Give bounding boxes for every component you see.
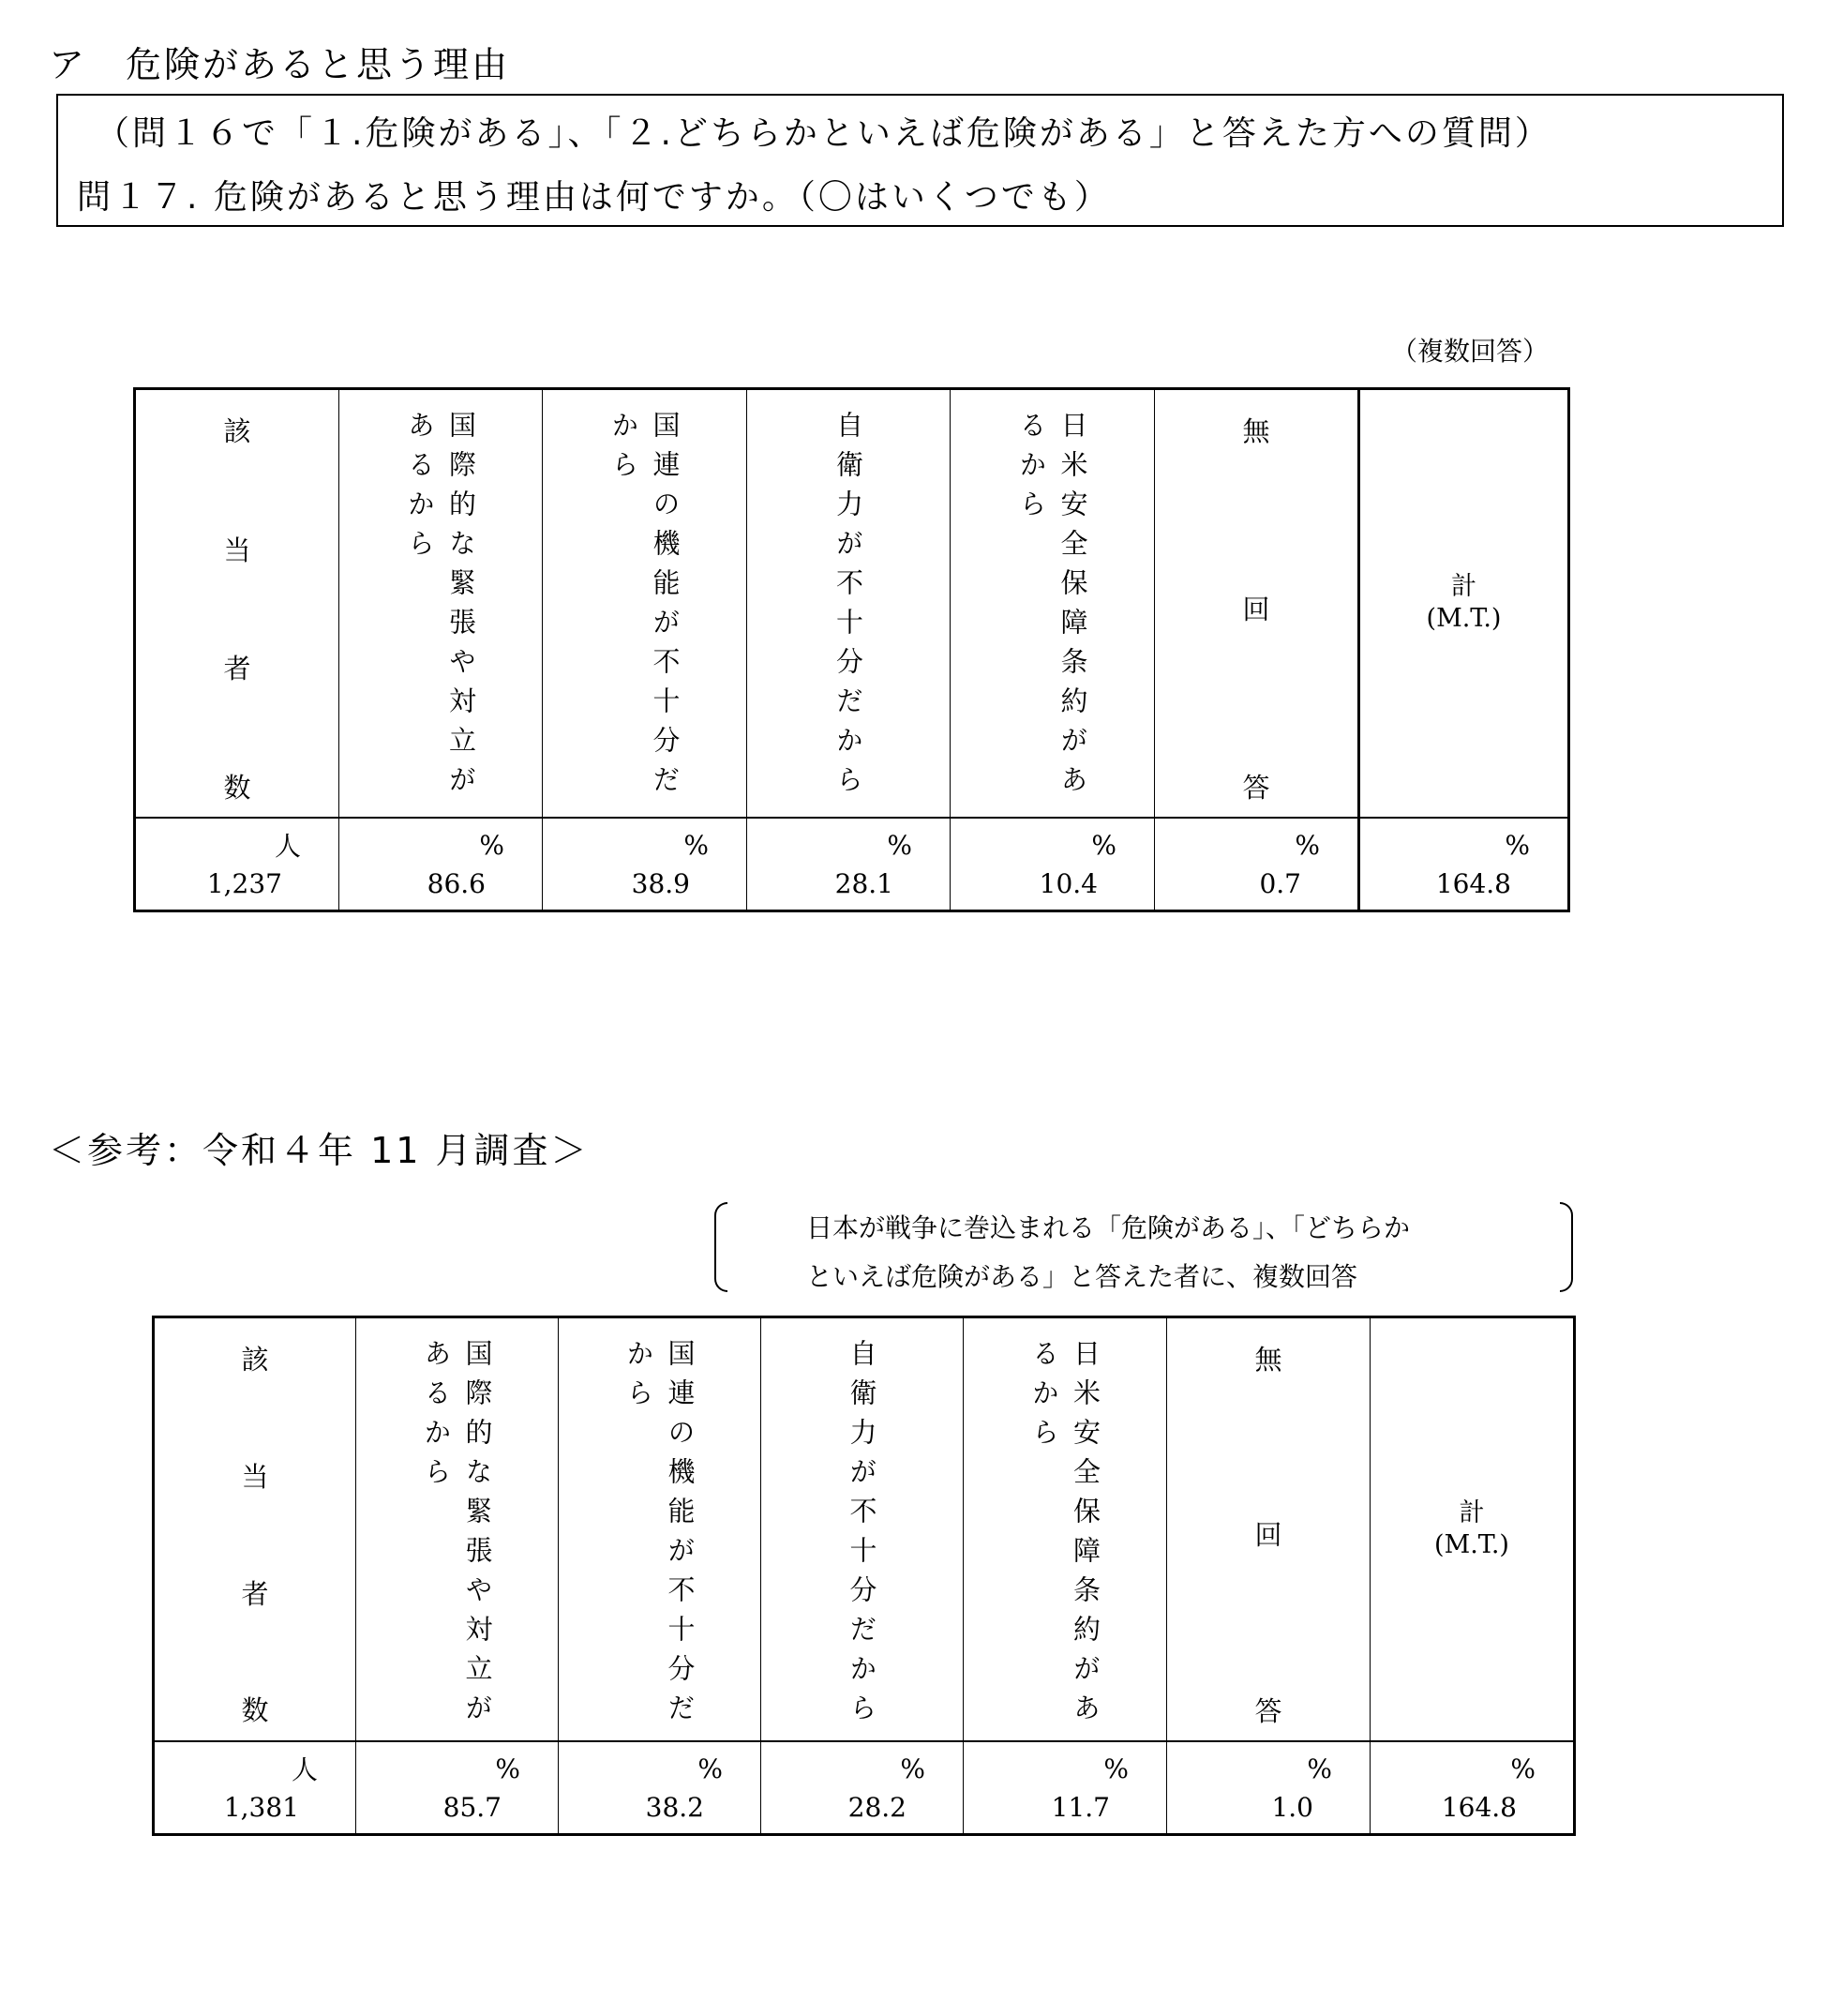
- header-char: 回: [1242, 593, 1270, 625]
- unit-cell: %: [543, 818, 747, 866]
- header-text: (M.T.): [1434, 1529, 1509, 1559]
- unit-cell: %: [761, 1741, 964, 1790]
- header-text: 日米安全保障条約があ: [1070, 1339, 1101, 1733]
- header-char: 数: [223, 771, 251, 804]
- header-text: 日米安全保障条約があ: [1056, 411, 1089, 805]
- header-char: 無: [1254, 1344, 1282, 1376]
- value-cell: 85.7: [356, 1790, 559, 1835]
- header-respondent-count: [154, 1317, 356, 1741]
- header-reason-un: [543, 389, 747, 818]
- unit-cell: 人: [135, 818, 339, 866]
- results-table: [133, 387, 1570, 912]
- multiple-answer-note: （複数回答）: [1391, 336, 1550, 367]
- reference-note-line: 日本が戦争に巻込まれる「危険がある」、「どちらか: [806, 1212, 1411, 1243]
- header-no-answer: [1155, 389, 1359, 818]
- value-row: [154, 1790, 1575, 1835]
- header-reason-selfdefense: [761, 1317, 964, 1741]
- value-cell: 1.0: [1167, 1790, 1371, 1835]
- header-char: 当: [241, 1460, 269, 1493]
- header-text: 自衛力が不十分だから: [832, 411, 864, 805]
- header-char: 答: [1254, 1694, 1282, 1727]
- header-text: 自衛力が不十分だから: [846, 1339, 878, 1733]
- unit-cell: 人: [154, 1741, 356, 1790]
- header-char: 無: [1242, 415, 1270, 447]
- header-reason-tension: [356, 1317, 559, 1741]
- reference-heading: ＜参考：令和４年 11 月調査＞: [49, 1130, 590, 1171]
- header-text: 国連の機能が不十分だ: [664, 1339, 697, 1733]
- header-text: あるから: [404, 411, 436, 568]
- section-heading: ア 危険があると思う理由: [49, 44, 511, 85]
- header-no-answer: [1167, 1317, 1371, 1741]
- header-char: 答: [1242, 771, 1270, 804]
- unit-cell: %: [964, 1741, 1167, 1790]
- header-total: [1371, 1317, 1575, 1741]
- table-header-row: [135, 389, 1569, 818]
- unit-cell: %: [747, 818, 951, 866]
- value-cell: 0.7: [1155, 866, 1359, 911]
- value-row: [135, 866, 1569, 911]
- header-reason-selfdefense: [747, 389, 951, 818]
- question-box: [56, 94, 1784, 227]
- reference-results-table: [152, 1316, 1576, 1836]
- value-cell: 10.4: [951, 866, 1155, 911]
- header-text: あるから: [420, 1339, 453, 1497]
- header-text: から: [622, 1339, 655, 1418]
- header-text: (M.T.): [1426, 604, 1502, 634]
- header-reason-treaty: [964, 1317, 1167, 1741]
- value-cell: 28.1: [747, 866, 951, 911]
- header-text: 国連の機能が不十分だ: [649, 411, 682, 805]
- header-reason-treaty: [951, 389, 1155, 818]
- header-respondent-count: [135, 389, 339, 818]
- value-cell: 1,237: [135, 866, 339, 911]
- header-char: 当: [223, 534, 251, 566]
- unit-cell: %: [356, 1741, 559, 1790]
- value-cell: 164.8: [1371, 1790, 1575, 1835]
- unit-row: [154, 1741, 1575, 1790]
- header-char: 者: [223, 653, 251, 685]
- value-cell: 164.8: [1359, 866, 1569, 911]
- header-text: るから: [1015, 411, 1048, 529]
- header-text: 計: [1451, 572, 1476, 602]
- header-text: 国際的な緊張や対立が: [461, 1339, 494, 1733]
- header-text: 計: [1459, 1497, 1485, 1527]
- header-reason-tension: [339, 389, 543, 818]
- value-cell: 28.2: [761, 1790, 964, 1835]
- unit-cell: %: [1359, 818, 1569, 866]
- reference-note: [714, 1202, 1573, 1296]
- header-char: 数: [241, 1694, 269, 1727]
- header-reason-un: [559, 1317, 761, 1741]
- header-text: から: [607, 411, 640, 489]
- header-total: [1359, 389, 1569, 818]
- bracket-left: [714, 1202, 727, 1292]
- unit-cell: %: [559, 1741, 761, 1790]
- header-char: 該: [241, 1344, 269, 1376]
- question-text: 問１７. 危険があると思う理由は何ですか。（〇はいくつでも）: [77, 178, 1111, 217]
- header-text: 国際的な緊張や対立が: [445, 411, 477, 805]
- value-cell: 38.2: [559, 1790, 761, 1835]
- table-header-row: [154, 1317, 1575, 1741]
- value-cell: 1,381: [154, 1790, 356, 1835]
- header-char: 該: [223, 415, 251, 447]
- reference-note-text: [806, 1204, 1410, 1301]
- question-condition: （問１６で「１.危険がある」、「２.どちらかといえば危険がある」と答えた方への質問）: [96, 114, 1551, 153]
- reference-note-line: といえば危険がある」と答えた者に、複数回答: [806, 1261, 1358, 1292]
- value-cell: 11.7: [964, 1790, 1167, 1835]
- unit-cell: %: [1155, 818, 1359, 866]
- value-cell: 38.9: [543, 866, 747, 911]
- header-char: 者: [241, 1577, 269, 1610]
- header-text: るから: [1028, 1339, 1060, 1457]
- unit-cell: %: [951, 818, 1155, 866]
- unit-row: [135, 818, 1569, 866]
- unit-cell: %: [1371, 1741, 1575, 1790]
- bracket-right: [1560, 1202, 1573, 1292]
- unit-cell: %: [1167, 1741, 1371, 1790]
- header-char: 回: [1254, 1519, 1282, 1552]
- value-cell: 86.6: [339, 866, 543, 911]
- unit-cell: %: [339, 818, 543, 866]
